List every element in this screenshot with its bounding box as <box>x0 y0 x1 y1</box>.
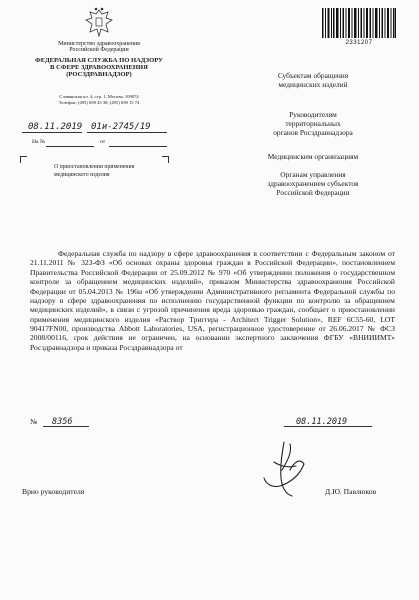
agency-address <box>10 94 188 105</box>
order-number-label: № <box>30 417 38 426</box>
order-date: 08.11.2019 <box>296 417 348 427</box>
body-text: Федеральная служба по надзору в сфере здравоохранения в соответствии с Федеральным законом от 21.11.2011 № 323-ФЗ «Об основах охраны здоровья граждан в Российской Федерации», постановлением Правительства Российской Федерации от 25.09.2012 № 970 «Об утверждении положения о государственном контроле за обращением медицинских изделий», приказом Министерства здравоохранения Российской Федерации от 05.04.2013 № 196н «Об утверждении Административного регламента Федеральной службы по надзору в сфере здравоохранения по исполнению государственной функции по контролю за обращением медицинских изделий», в связи с угрозой причинения вреда здоровью граждан, сообщает о приостановлении применения медицинского изделия «Раствор Триггера - Architect Trigger Solution», REF 6C55-60, LOT 90417FN00, производства Abbott Laboratories, USA, регистрационное удостоверение от 26.06.2017 № ФСЗ 2008/00116, срок действия не ограничен, на основании экспертного заключения ФГБУ «ВНИИИМТ» Росздравнадзора и приказа Росздравнадзора от <box>30 249 395 352</box>
agency-line: ФЕДЕРАЛЬНАЯ СЛУЖБА ПО НАДЗОРУ <box>35 57 163 64</box>
recipient-line: здравоохранением субъектов <box>267 179 359 189</box>
barcode-number: 2331207 <box>345 40 373 46</box>
recipient-line: медицинских изделий <box>278 80 348 90</box>
handwritten-signature <box>262 440 306 498</box>
coat-of-arms-emblem <box>82 6 116 40</box>
recipient-line: органов Росздравнадзора <box>273 128 353 138</box>
recipient-line: Субъектам обращения <box>277 71 349 80</box>
ministry-line: Министерство здравоохранения <box>58 41 140 47</box>
recipient-line: Медицинским организациям <box>267 152 359 161</box>
ministry-line: Российской Федерации <box>69 47 129 54</box>
subject-bracket-right <box>162 156 169 163</box>
signatory-name: Д.Ю. Павлюков <box>325 487 377 496</box>
recipient-line: Органам управления <box>280 170 346 179</box>
phone-line: Телефон: (495) 698 45 38; (495) 698 15 74 <box>58 99 140 105</box>
reply-date-label: от <box>100 139 106 145</box>
reply-date-underline <box>109 146 167 147</box>
recipient-line: Российской Федерации <box>276 188 350 198</box>
recipient-block <box>228 152 398 161</box>
recipient-line: Руководителям <box>289 110 337 119</box>
address-line: Славянская пл. 4, стр. 1, Москва, 109074 <box>59 94 139 99</box>
date-underline <box>22 132 82 133</box>
letter-body <box>30 249 395 352</box>
agency-line: (РОСЗДРАВНАДЗОР) <box>66 70 132 78</box>
recipient-line: территориальных <box>285 119 341 129</box>
barcode <box>322 8 396 38</box>
signatory-position: Врио руководителя <box>22 487 85 496</box>
recipient-block <box>228 110 398 137</box>
recipient-block <box>228 170 398 197</box>
agency-line: В СФЕРЕ ЗДРАВООХРАНЕНИЯ <box>50 63 148 71</box>
reply-number-underline <box>46 146 94 147</box>
letter-subject: О приостановлении применения медицинского изделия <box>54 164 135 178</box>
order-number: 8356 <box>52 417 73 427</box>
recipient-block <box>228 71 398 89</box>
registration-date: 08.11.2019 <box>28 122 83 132</box>
reply-number-label: На № <box>32 139 46 145</box>
subject-bracket-left <box>20 156 27 163</box>
ministry-name <box>10 41 188 54</box>
registration-number: 01и-2745/19 <box>91 122 151 132</box>
number-underline <box>87 132 167 133</box>
agency-name <box>10 58 188 79</box>
